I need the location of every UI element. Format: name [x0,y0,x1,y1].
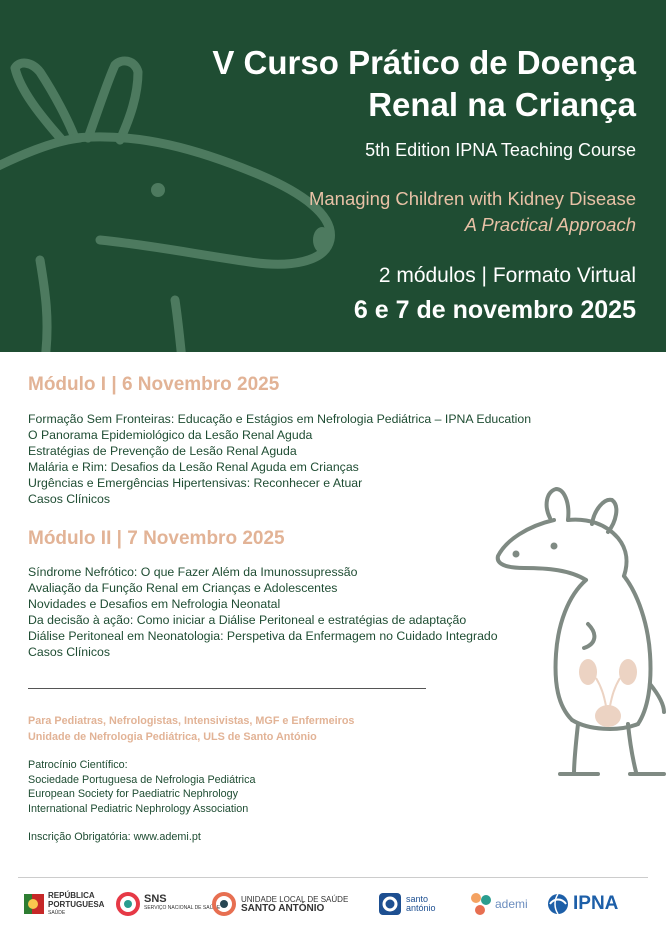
list-item: O Panorama Epidemiológico da Lesão Renal Aguda [28,428,313,443]
footer-divider [18,877,648,878]
sns-icon [116,892,140,916]
sns-label: SNS [144,893,167,905]
globe-icon [546,892,570,916]
audience-line2: Unidade de Nefrologia Pediátrica, ULS de Santo António [28,730,317,743]
list-item: Formação Sem Fronteiras: Educação e Estágios em Nefrologia Pediátrica – IPNA Education [28,412,532,426]
module-2-heading: Módulo II | 7 Novembro 2025 [28,528,285,549]
list-item: Casos Clínicos [28,645,111,660]
course-format: 2 módulos | Formato Virtual [378,264,636,287]
uls-icon [212,892,236,916]
course-title [212,42,636,126]
module-2-topics [28,564,498,661]
sns-sub: SERVIÇO NACIONAL DE SAÚDE [144,905,221,911]
registration-info: Inscrição Obrigatória: www.ademi.pt [28,831,201,843]
uls-santo-antonio-logo [212,886,348,922]
list-item: Avaliação da Função Renal em Crianças e Adolescentes [28,581,338,596]
sponsors-label: Patrocínio Científico: [28,759,128,771]
santo-antonio-line2: antónio [406,903,436,913]
uls-line1: UNIDADE LOCAL DE SAÚDE [241,895,349,904]
course-subtitle: 5th Edition IPNA Teaching Course [365,140,636,160]
tagline-line2: A Practical Approach [464,214,636,235]
republica-line2: PORTUGUESA [48,899,105,909]
ademi-label: ademi [495,897,528,911]
ademi-icon [468,890,494,918]
list-item: Estratégias de Prevenção de Lesão Renal Aguda [28,444,297,459]
ipna-logo [546,886,618,922]
course-tagline [309,186,636,238]
list-item: Casos Clínicos [28,492,111,507]
santo-antonio-icon [378,892,402,916]
list-item: Da decisão à ação: Como iniciar a Diálise Peritoneal e estratégias de adaptação [28,613,467,628]
list-item: Diálise Peritoneal em Neonatologia: Perspetiva da Enfermagem no Cuidado Integrado [28,629,498,644]
list-item: Novidades e Desafios em Nefrologia Neonatal [28,597,281,612]
course-title-line2: Renal na Criança [368,86,636,123]
sns-logo [116,886,220,922]
sponsor-item: Sociedade Portuguesa de Nefrologia Pediátrica [28,773,256,786]
republica-line1: REPÚBLICA [48,890,95,900]
list-item: Síndrome Nefrótico: O que Fazer Além da Imunossupressão [28,565,358,579]
module-1-heading: Módulo I | 6 Novembro 2025 [28,374,280,395]
section-divider [28,688,426,689]
scientific-sponsors [28,758,255,816]
coat-of-arms-icon [24,892,44,916]
tagline-line1: Managing Children with Kidney Disease [308,188,636,209]
audience-line1: Para Pediatras, Nefrologistas, Intensivistas, MGF e Enfermeiros [28,715,355,727]
republica-portuguesa-logo [24,886,104,922]
santo-antonio-logo [378,886,436,922]
sponsor-item: International Pediatric Nephrology Association [28,802,249,815]
ipna-label: IPNA [573,893,619,914]
sponsor-item: European Society for Paediatric Nephrology [28,788,239,801]
list-item: Malária e Rim: Desafios da Lesão Renal Aguda em Crianças [28,460,359,475]
list-item: Urgências e Emergências Hipertensivas: Reconhecer e Atuar [28,476,363,491]
header-banner [0,0,666,352]
course-dates: 6 e 7 de novembro 2025 [353,296,636,324]
santo-antonio-line1: santo [406,894,429,904]
uls-line2: SANTO ANTÓNIO [241,903,325,914]
module-1-topics [28,411,531,508]
kangaroo-mascot-icon [488,484,666,784]
republica-sub: SAÚDE [48,909,66,916]
audience-info [28,714,354,745]
course-title-line1: V Curso Prático de Doença [212,44,636,81]
ademi-logo [468,886,528,922]
